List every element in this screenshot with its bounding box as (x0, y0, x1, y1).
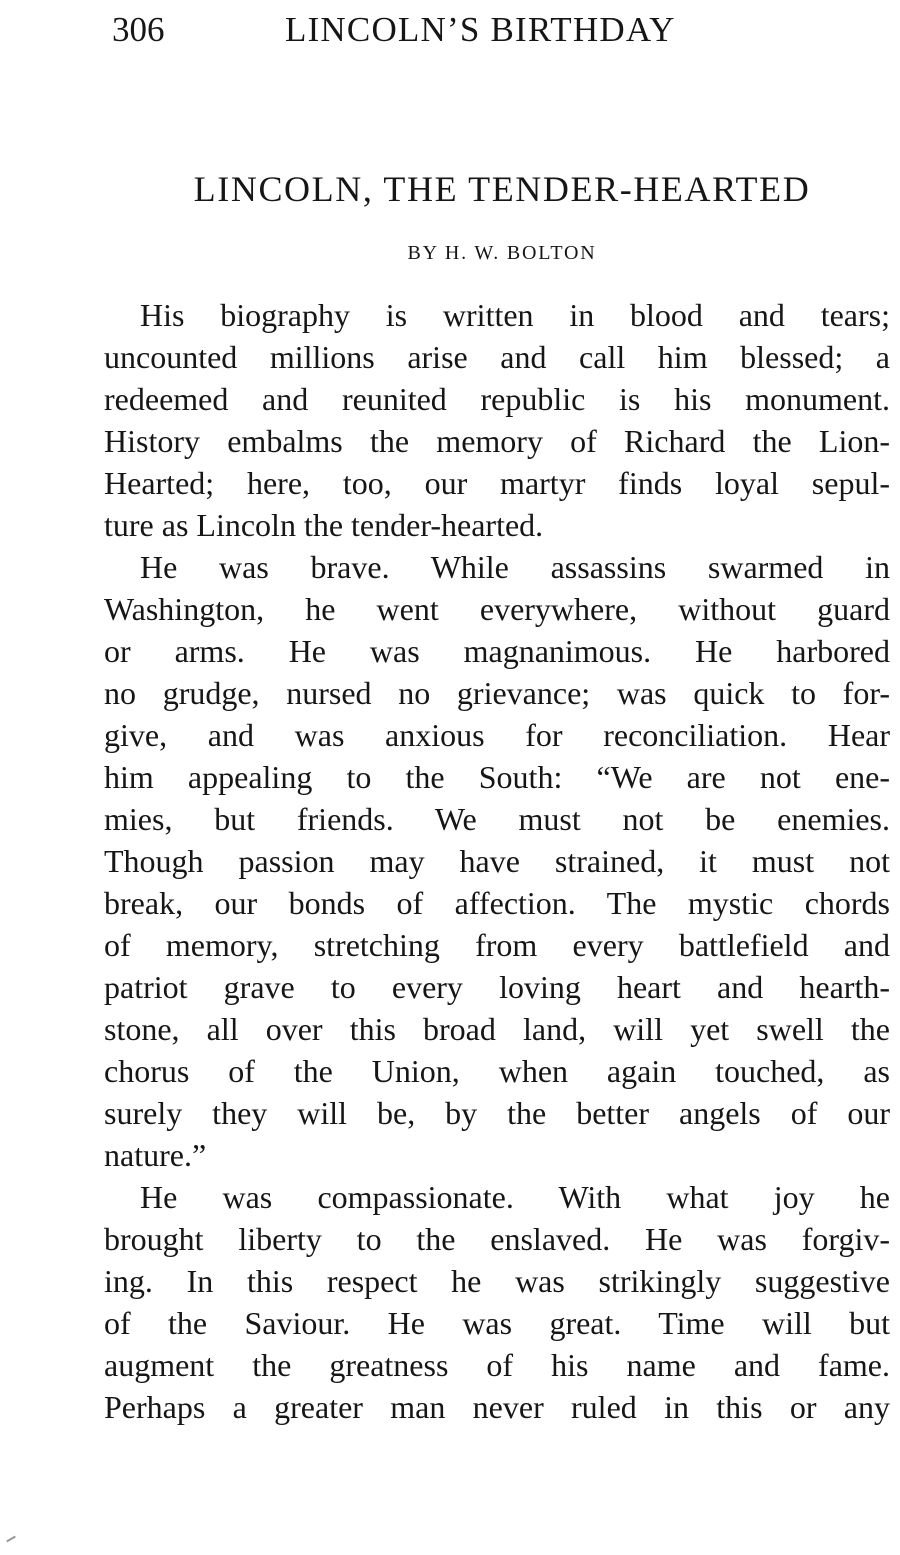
text-line: Perhaps a greater man never ruled in this or any (104, 1389, 890, 1425)
text-line: surely they will be, by the better angels of our (104, 1095, 890, 1131)
paragraph-1 (104, 294, 890, 546)
text-line: ture as Lincoln the tender-hearted. (104, 507, 544, 543)
text-line: augment the greatness of his name and fame. (104, 1347, 890, 1383)
text-line: of the Saviour. He was great. Time will but (104, 1305, 890, 1341)
running-head (0, 10, 900, 58)
page-number: 306 (112, 10, 165, 49)
text-line: redeemed and reunited republic is his monument. (104, 381, 890, 417)
text-line: of memory, stretching from every battlefield and (104, 927, 890, 963)
text-line: Washington, he went everywhere, without guard (104, 591, 890, 627)
text-line: ing. In this respect he was strikingly suggestive (104, 1263, 890, 1299)
article-body (104, 294, 890, 1428)
text-line: He was compassionate. With what joy he (140, 1179, 890, 1215)
margin-speck (6, 1536, 16, 1543)
text-line: History embalms the memory of Richard the Lion- (104, 423, 890, 459)
article-title: LINCOLN, THE TENDER-HEARTED (193, 169, 811, 209)
text-line: Though passion may have strained, it must not (104, 843, 890, 879)
text-line: brought liberty to the enslaved. He was forgiv- (104, 1221, 890, 1257)
text-line: stone, all over this broad land, will yet swell the (104, 1011, 890, 1047)
text-line: or arms. He was magnanimous. He harbored (104, 633, 890, 669)
text-line: patriot grave to every loving heart and hearth- (104, 969, 890, 1005)
text-line: He was brave. While assassins swarmed in (140, 549, 890, 585)
text-line: no grudge, nursed no grievance; was quick to for- (104, 675, 890, 711)
text-line: His biography is written in blood and tears; (140, 297, 890, 333)
text-line: mies, but friends. We must not be enemies. (104, 801, 890, 837)
text-line: nature.” (104, 1137, 207, 1173)
running-title: LINCOLN’S BIRTHDAY (285, 10, 676, 49)
text-line: uncounted millions arise and call him blessed; a (104, 339, 890, 375)
text-line: chorus of the Union, when again touched, as (104, 1053, 890, 1089)
paragraph-3 (104, 1176, 890, 1428)
byline: BY H. W. BOLTON (407, 242, 597, 264)
text-line: break, our bonds of affection. The mystic chords (104, 885, 890, 921)
paragraph-2 (104, 546, 890, 1176)
text-line: give, and was anxious for reconciliation. Hear (104, 717, 890, 753)
text-line: Hearted; here, too, our martyr finds loyal sepul- (104, 465, 890, 501)
text-line: him appealing to the South: “We are not ene- (104, 759, 890, 795)
